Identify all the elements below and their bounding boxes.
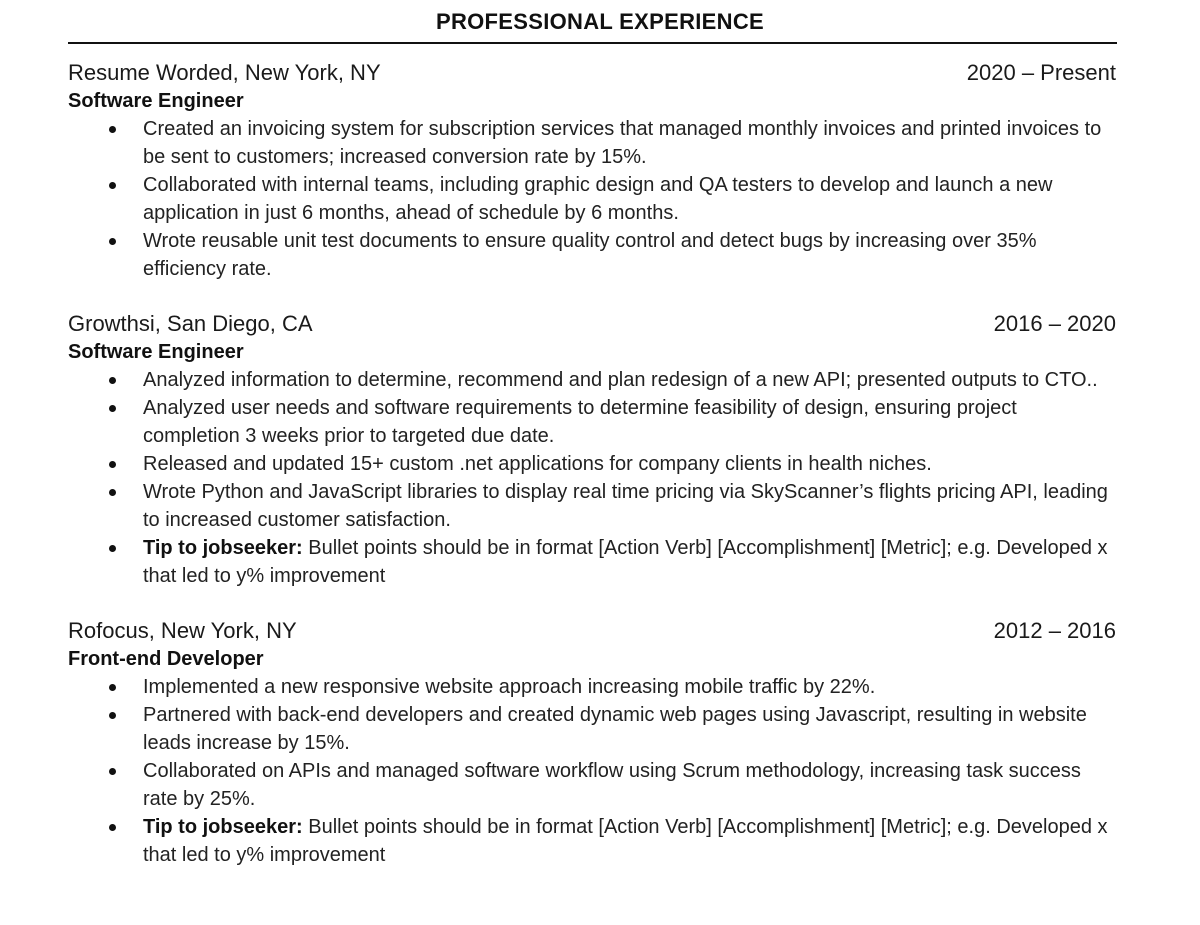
- tip-label: Tip to jobseeker:: [143, 816, 303, 838]
- bullet-icon: [109, 489, 116, 496]
- bullet-list: [68, 673, 1116, 869]
- tip-bullet-item: [68, 813, 1116, 869]
- bullet-icon: [109, 377, 116, 384]
- bullet-text: Collaborated with internal teams, including graphic design and QA testers to develop and launch a new application in just 6 months, ahead of schedule by 6 months.: [143, 174, 1053, 224]
- bullet-text: Analyzed information to determine, recommend and plan redesign of a new API; presented outputs to CTO..: [143, 369, 1098, 391]
- tip-bullet-item: [68, 534, 1116, 590]
- bullet-icon: [109, 182, 116, 189]
- bullet-icon: [109, 824, 116, 831]
- bullet-list: [68, 366, 1116, 590]
- bullet-list: [68, 115, 1116, 283]
- bullet-text: Released and updated 15+ custom .net applications for company clients in health niches.: [143, 453, 932, 475]
- bullet-icon: [109, 126, 116, 133]
- bullet-item: [68, 171, 1116, 227]
- job-title: Front-end Developer: [68, 648, 264, 670]
- bullet-text: Wrote Python and JavaScript libraries to display real time pricing via SkyScanner’s flights pricing API, leading to increased customer satisfaction.: [143, 481, 1108, 531]
- company-location: Resume Worded, New York, NY: [68, 60, 381, 85]
- bullet-icon: [109, 461, 116, 468]
- bullet-text: Partnered with back-end developers and created dynamic web pages using Javascript, resulting in website leads increase by 15%.: [143, 704, 1087, 754]
- tip-label: Tip to jobseeker:: [143, 537, 303, 559]
- bullet-item: [68, 757, 1116, 813]
- bullet-item: [68, 227, 1116, 283]
- bullet-icon: [109, 712, 116, 719]
- entry-header: [68, 308, 1116, 339]
- bullet-icon: [109, 405, 116, 412]
- tip-text: Bullet points should be in format [Action Verb] [Accomplishment] [Metric]; e.g. Developed x that led to y% improvement: [143, 537, 1108, 587]
- bullet-item: [68, 701, 1116, 757]
- bullet-item: [68, 450, 1116, 478]
- company-location: Growthsi, San Diego, CA: [68, 311, 313, 336]
- bullet-item: [68, 394, 1116, 450]
- bullet-item: [68, 366, 1116, 394]
- bullet-text: Analyzed user needs and software requirements to determine feasibility of design, ensuring project completion 3 weeks prior to targeted due date.: [143, 397, 1017, 447]
- experience-entry: [68, 308, 1116, 590]
- bullet-icon: [109, 545, 116, 552]
- experience-list: [68, 57, 1116, 894]
- entry-header: [68, 615, 1116, 646]
- date-range: 2016 – 2020: [993, 311, 1116, 336]
- bullet-text: Implemented a new responsive website approach increasing mobile traffic by 22%.: [143, 676, 876, 698]
- bullet-item: [68, 478, 1116, 534]
- bullet-text: Created an invoicing system for subscription services that managed monthly invoices and printed invoices to be sent to customers; increased conversion rate by 15%.: [143, 118, 1102, 168]
- section-divider: [68, 42, 1117, 44]
- tip-text: Bullet points should be in format [Action Verb] [Accomplishment] [Metric]; e.g. Developed x that led to y% improvement: [143, 816, 1108, 866]
- bullet-icon: [109, 768, 116, 775]
- company-location: Rofocus, New York, NY: [68, 618, 297, 643]
- date-range: 2012 – 2016: [993, 618, 1116, 643]
- bullet-item: [68, 115, 1116, 171]
- job-title: Software Engineer: [68, 341, 244, 363]
- experience-entry: [68, 615, 1116, 869]
- job-title: Software Engineer: [68, 90, 244, 112]
- section-title: PROFESSIONAL EXPERIENCE: [435, 9, 764, 34]
- bullet-icon: [109, 684, 116, 691]
- bullet-text: Wrote reusable unit test documents to ensure quality control and detect bugs by increasing over 35% efficiency rate.: [143, 230, 1037, 280]
- entry-header: [68, 57, 1116, 88]
- bullet-icon: [109, 238, 116, 245]
- bullet-text: Collaborated on APIs and managed software workflow using Scrum methodology, increasing task success rate by 25%.: [143, 760, 1081, 810]
- date-range: 2020 – Present: [966, 60, 1116, 85]
- experience-entry: [68, 57, 1116, 283]
- bullet-item: [68, 673, 1116, 701]
